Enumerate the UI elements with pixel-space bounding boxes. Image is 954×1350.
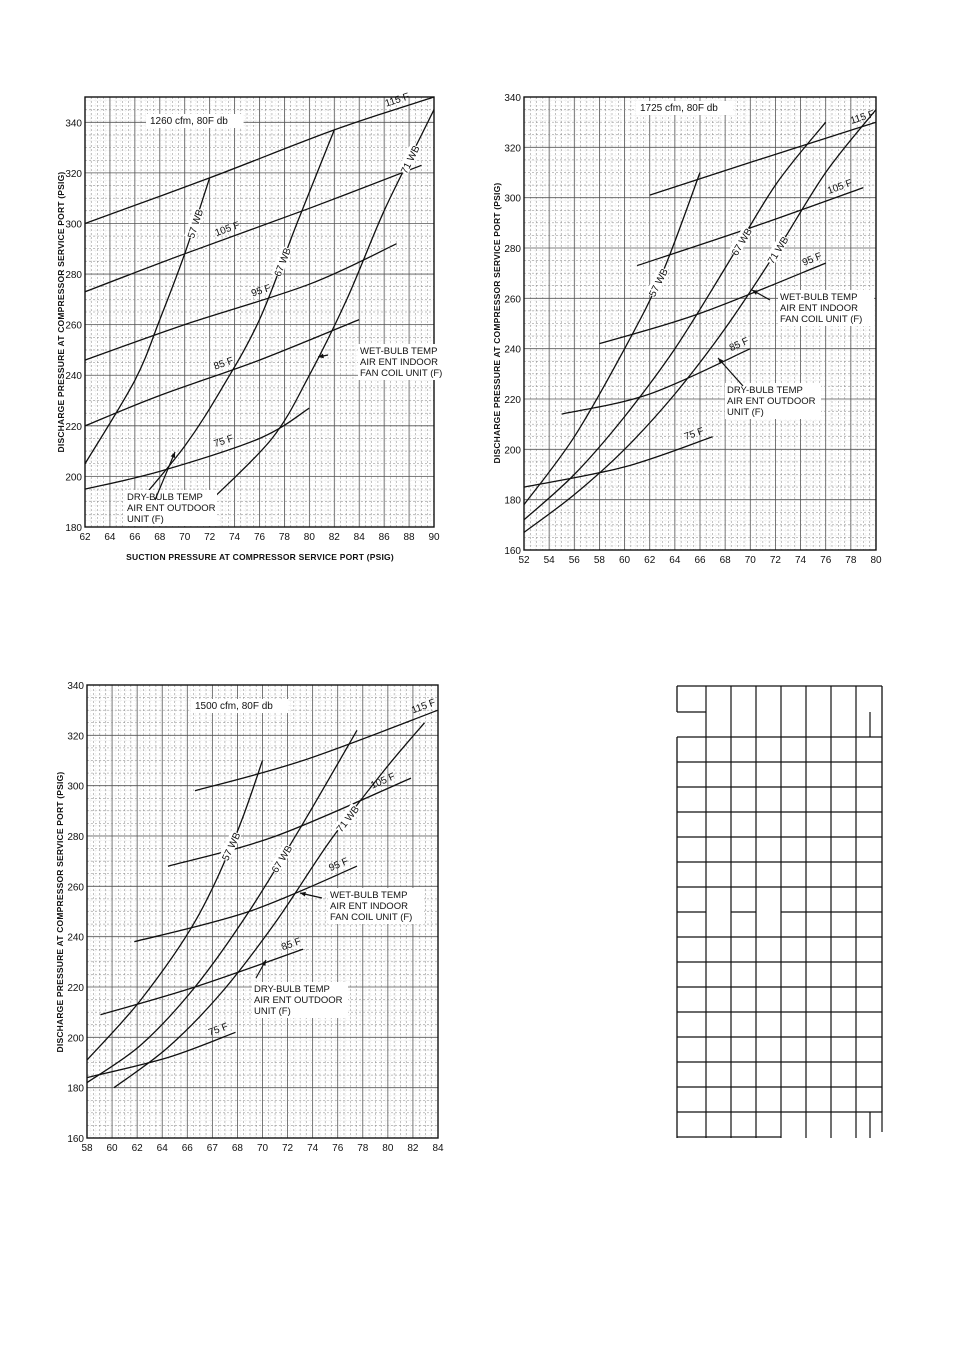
x-tick-label: 76	[332, 1143, 344, 1154]
x-tick-label: 68	[154, 532, 166, 543]
chart-1260cfm	[56, 91, 450, 562]
x-tick-label: 62	[644, 555, 656, 566]
y-tick-label: 340	[504, 93, 521, 104]
wetbulb-label: 67 WB	[729, 226, 755, 259]
y-tick-label: 240	[65, 371, 82, 383]
x-tick-label: 70	[744, 555, 756, 566]
x-tick-label: 64	[156, 1143, 168, 1154]
x-tick-label: 80	[303, 532, 315, 543]
drybulb-annotation-text: AIR ENT OUTDOOR	[727, 396, 816, 407]
outdoor-temp-label: 115 F	[849, 108, 877, 127]
wetbulb-label: 57 WB	[220, 830, 244, 863]
outdoor-temp-label: 115 F	[383, 91, 411, 110]
y-tick-label: 280	[65, 270, 82, 282]
drybulb-annotation-text: UNIT (F)	[254, 1006, 291, 1017]
x-tick-label: 68	[231, 1143, 243, 1154]
x-tick-label: 84	[353, 532, 365, 543]
drybulb-annotation-text: UNIT (F)	[727, 407, 764, 418]
outdoor-temp-label: 75 F	[682, 425, 706, 443]
wetbulb-annotation-text: WET-BULB TEMP	[360, 346, 438, 357]
y-tick-label: 200	[67, 1033, 84, 1045]
y-tick-label: 160	[67, 1134, 84, 1145]
y-tick-label: 340	[67, 681, 84, 692]
x-tick-label: 74	[307, 1143, 319, 1154]
drybulb-annotation-text: UNIT (F)	[127, 514, 164, 525]
x-tick-label: 82	[328, 532, 340, 543]
y-tick-label: 200	[504, 445, 521, 457]
x-tick-label: 58	[81, 1143, 93, 1154]
y-tick-label: 240	[67, 932, 84, 944]
wetbulb-label: 67 WB	[272, 246, 294, 279]
wetbulb-annotation-text: WET-BULB TEMP	[330, 890, 408, 901]
y-tick-label: 320	[504, 143, 521, 155]
x-tick-label: 78	[357, 1143, 369, 1154]
x-tick-label: 80	[382, 1143, 394, 1154]
x-tick-label: 74	[795, 555, 807, 566]
x-tick-label: 78	[278, 532, 290, 543]
wetbulb-label: 57 WB	[186, 207, 207, 240]
x-tick-label: 70	[256, 1143, 269, 1154]
outdoor-temp-label: 105 F	[369, 771, 397, 792]
x-tick-label: 68	[719, 555, 731, 566]
drybulb-annotation-text: AIR ENT OUTDOOR	[127, 503, 216, 514]
x-tick-label: 66	[129, 532, 141, 543]
wetbulb-annotation-text: FAN COIL UNIT (F)	[780, 314, 863, 325]
x-tick-label: 74	[229, 532, 241, 543]
x-tick-label: 60	[619, 555, 631, 566]
outdoor-temp-label: 105 F	[826, 177, 854, 197]
x-tick-label: 62	[131, 1143, 143, 1154]
y-tick-label: 180	[67, 1083, 84, 1095]
wetbulb-annotation-text: FAN COIL UNIT (F)	[330, 912, 413, 923]
x-tick-label: 52	[518, 555, 530, 566]
x-tick-label: 84	[432, 1143, 444, 1154]
y-tick-label: 180	[65, 523, 82, 534]
x-axis-label: SUCTION PRESSURE AT COMPRESSOR SERVICE PORT (PSIG)	[126, 552, 394, 562]
outdoor-temp-label: 105 F	[213, 219, 242, 240]
x-tick-label: 58	[593, 555, 605, 566]
chart-1725cfm	[492, 93, 882, 566]
wetbulb-label: 57 WB	[647, 267, 671, 299]
x-tick-label: 76	[820, 555, 832, 566]
drybulb-annotation-text: DRY-BULB TEMP	[127, 492, 203, 503]
wetbulb-annotation-text: WET-BULB TEMP	[780, 292, 858, 303]
wetbulb-label: 71 WB	[766, 234, 792, 267]
chart-1500cfm	[55, 681, 444, 1154]
x-tick-label: 72	[282, 1143, 294, 1154]
x-tick-label: 54	[543, 555, 555, 566]
outdoor-temp-label: 75 F	[212, 433, 236, 450]
x-tick-label: 72	[769, 555, 781, 566]
x-tick-label: 90	[428, 532, 440, 543]
x-tick-label: 82	[407, 1143, 419, 1154]
wetbulb-annotation-text: FAN COIL UNIT (F)	[360, 368, 443, 379]
x-tick-label: 67	[206, 1143, 218, 1154]
x-tick-label: 72	[204, 532, 216, 543]
drybulb-annotation-text: DRY-BULB TEMP	[254, 984, 330, 995]
chart-title: 1260 cfm, 80F db	[150, 116, 228, 127]
y-tick-label: 220	[65, 421, 82, 433]
wetbulb-label: 71 WB	[334, 804, 362, 835]
y-tick-label: 300	[504, 193, 521, 205]
x-tick-label: 76	[253, 532, 266, 543]
wetbulb-annotation-text: AIR ENT INDOOR	[360, 357, 438, 368]
x-tick-label: 60	[106, 1143, 118, 1154]
chart-title: 1500 cfm, 80F db	[195, 701, 273, 712]
y-tick-label: 200	[65, 472, 82, 484]
y-tick-label: 220	[67, 983, 84, 994]
x-tick-label: 64	[104, 532, 116, 543]
wetbulb-annotation-text: AIR ENT INDOOR	[330, 901, 408, 912]
y-tick-label: 280	[67, 832, 84, 843]
outdoor-temp-label: 75 F	[207, 1021, 230, 1039]
x-tick-label: 66	[694, 555, 706, 566]
outdoor-temp-label: 95 F	[327, 856, 351, 875]
wetbulb-label: 71 WB	[399, 144, 423, 176]
wetbulb-label: 67 WB	[270, 843, 296, 876]
x-tick-label: 56	[568, 555, 580, 566]
y-axis-label: DISCHARGE PRESSURE AT COMPRESSOR SERVICE PORT (PSIG)	[55, 771, 65, 1053]
y-tick-label: 320	[65, 168, 82, 180]
outdoor-temp-label: 115 F	[410, 697, 438, 717]
y-axis-label: DISCHARGE PRESSURE AT COMPRESSOR SERVICE PORT (PSIG)	[492, 182, 502, 464]
x-tick-label: 66	[181, 1143, 193, 1154]
drybulb-annotation-text: DRY-BULB TEMP	[727, 385, 803, 396]
y-tick-label: 280	[504, 244, 521, 255]
chart-title: 1725 cfm, 80F db	[640, 103, 718, 114]
y-tick-label: 160	[504, 546, 521, 557]
wetbulb-annotation-text: AIR ENT INDOOR	[780, 303, 858, 314]
outdoor-temp-label: 85 F	[280, 936, 303, 954]
x-tick-label: 62	[79, 532, 91, 543]
drybulb-annotation-text: AIR ENT OUTDOOR	[254, 995, 343, 1006]
outdoor-temp-label: 95 F	[249, 282, 273, 300]
y-tick-label: 260	[67, 882, 84, 894]
x-tick-label: 88	[403, 532, 415, 543]
y-tick-label: 240	[504, 344, 521, 356]
y-tick-label: 260	[65, 320, 82, 332]
y-tick-label: 300	[67, 781, 84, 793]
x-tick-label: 80	[870, 555, 882, 566]
x-tick-label: 70	[179, 532, 191, 543]
y-axis-label: DISCHARGE PRESSURE AT COMPRESSOR SERVICE PORT (PSIG)	[56, 171, 66, 453]
x-tick-label: 78	[845, 555, 857, 566]
blank-data-table	[677, 686, 882, 1138]
y-tick-label: 320	[67, 731, 84, 743]
y-tick-label: 180	[504, 495, 521, 507]
y-tick-label: 260	[504, 294, 521, 306]
outdoor-temp-label: 85 F	[212, 355, 236, 373]
x-tick-label: 64	[669, 555, 681, 566]
y-tick-label: 340	[65, 118, 82, 130]
outdoor-temp-label: 85 F	[727, 335, 751, 355]
outdoor-temp-label: 95 F	[800, 250, 824, 269]
x-tick-label: 86	[378, 532, 390, 543]
y-tick-label: 300	[65, 219, 82, 231]
y-tick-label: 220	[504, 395, 521, 406]
